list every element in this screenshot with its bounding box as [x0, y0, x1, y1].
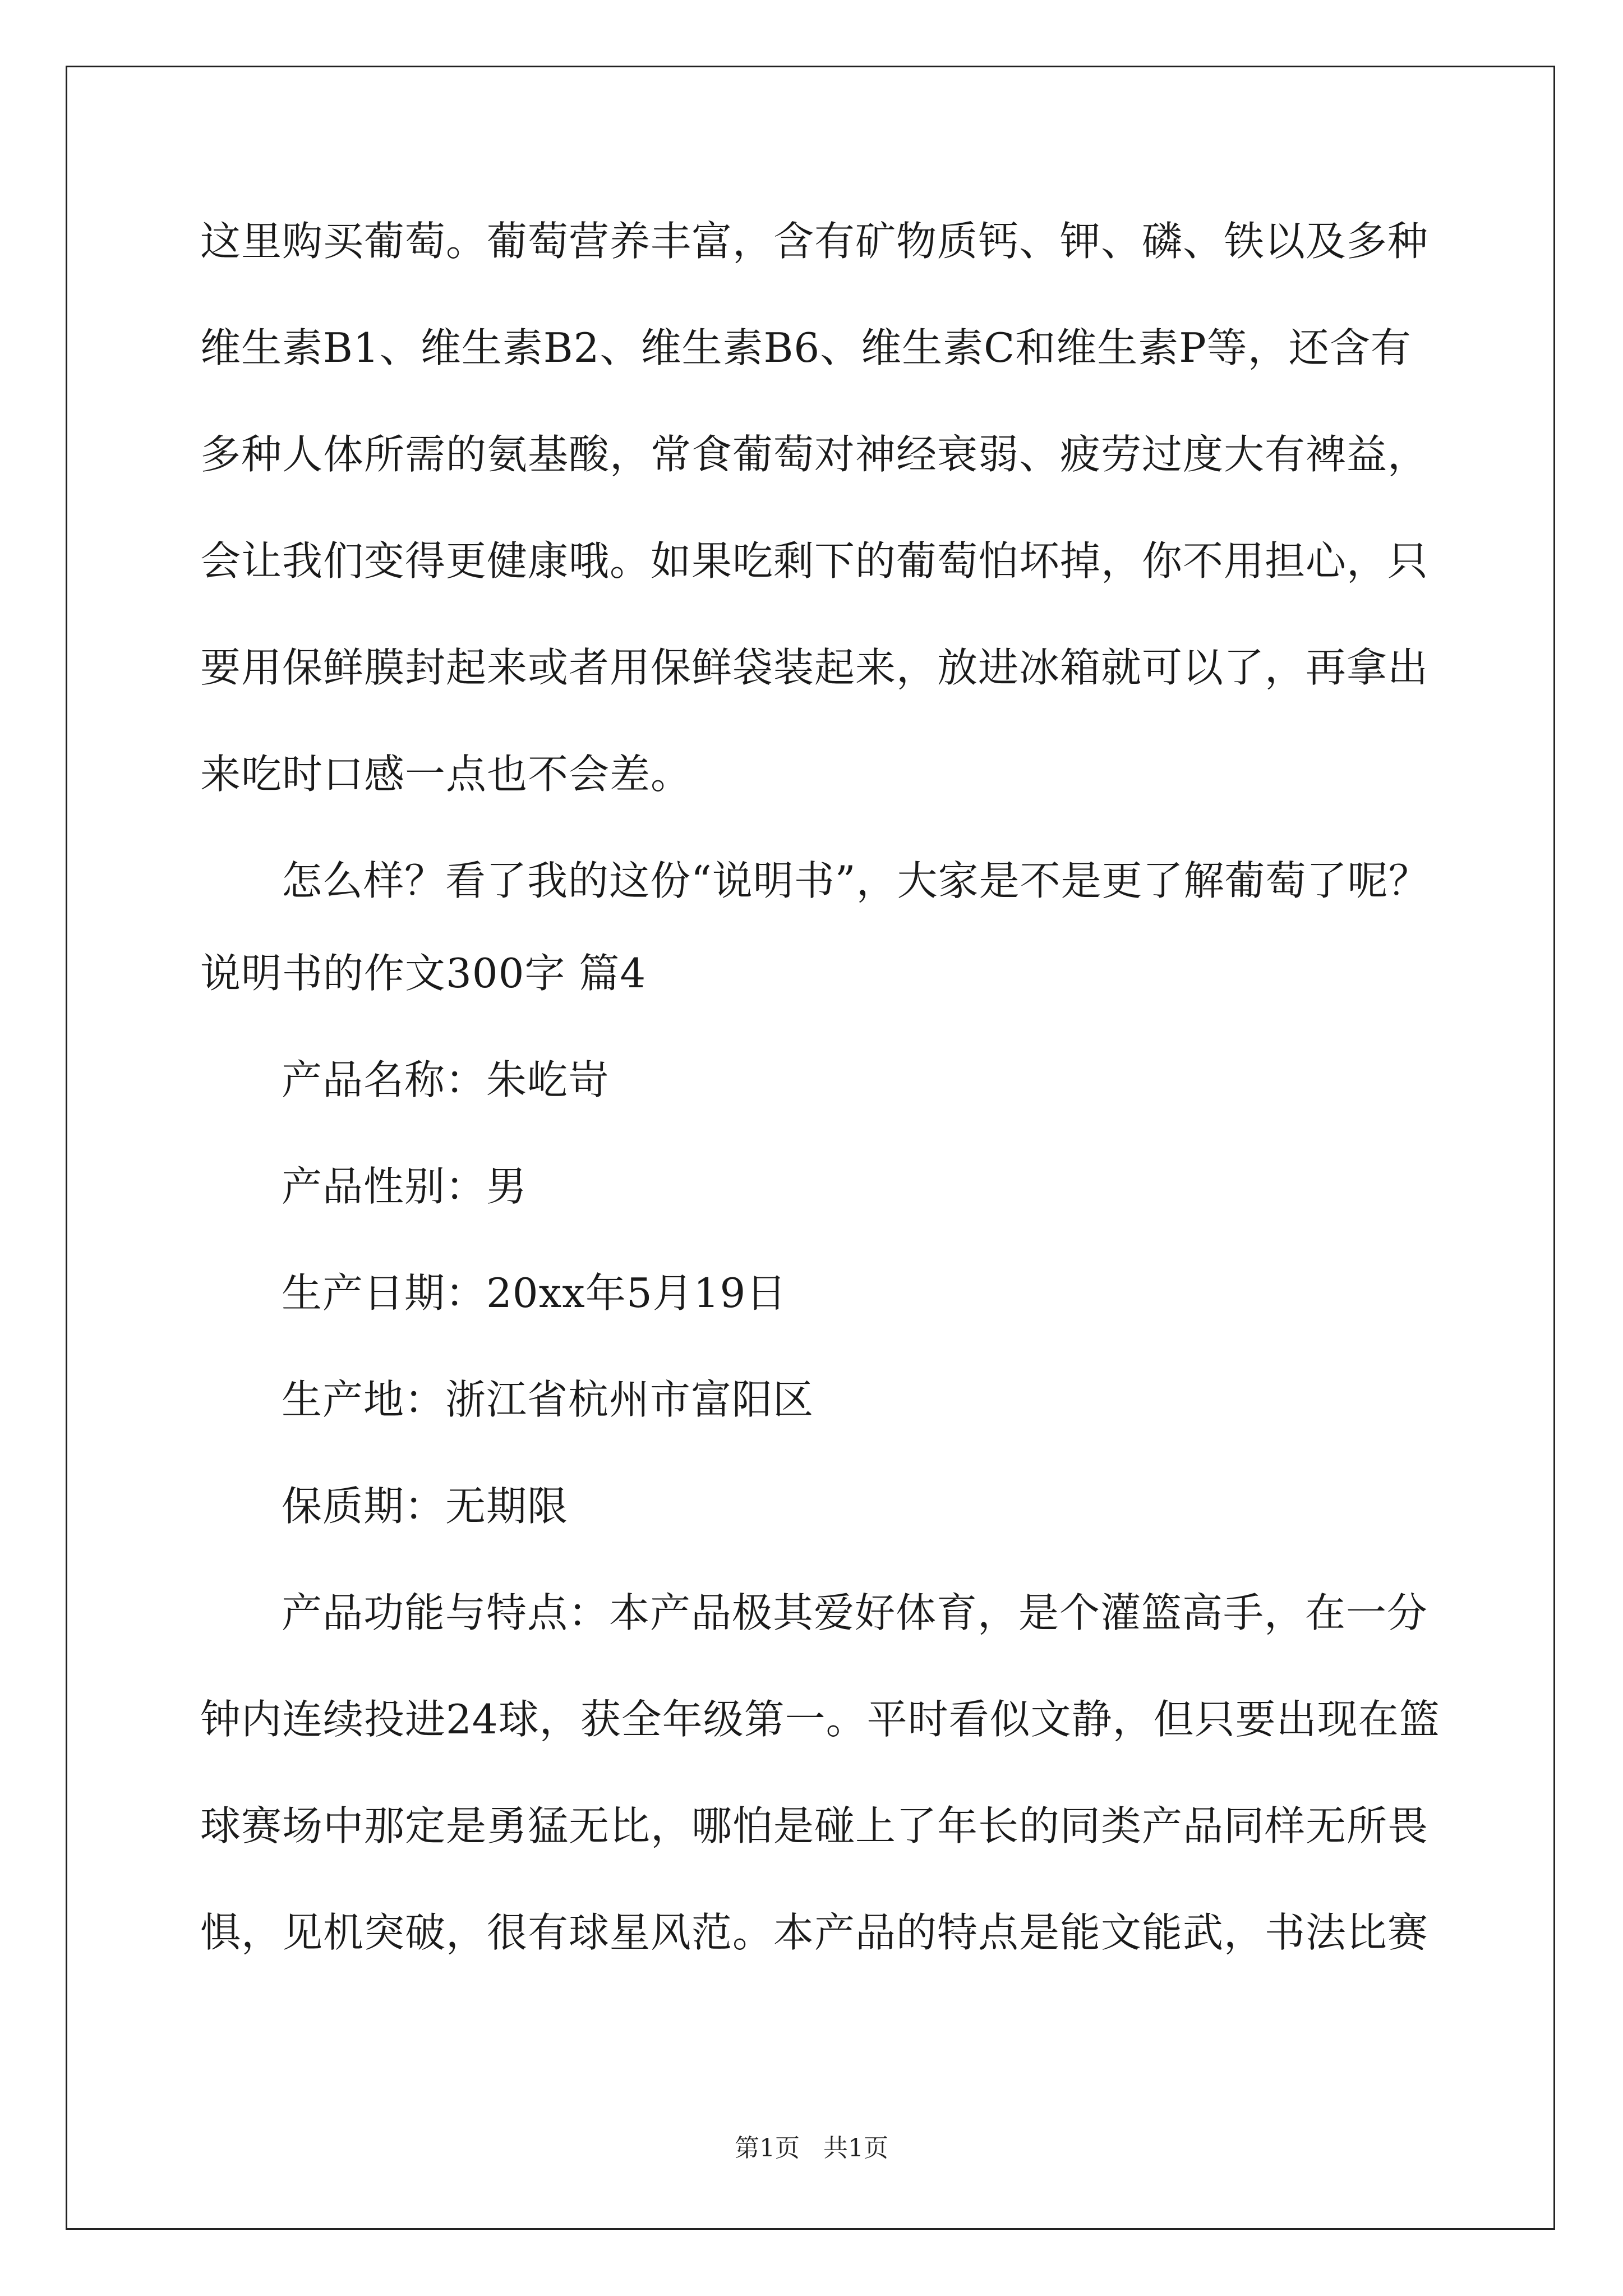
- production-date-line: 生产日期：20xx年5月19日: [282, 1269, 787, 1317]
- shelf-life-line: 保质期：无期限: [282, 1483, 569, 1530]
- text-line: 来吃时口感一点也不会差。: [200, 751, 692, 798]
- text-line: 球赛场中那定是勇猛无比，哪怕是碰上了年长的同类产品同样无所畏: [200, 1802, 1429, 1849]
- product-name-line: 产品名称：朱屹岢: [282, 1056, 610, 1103]
- text-line: 这里购买葡萄。葡萄营养丰富，含有矿物质钙、钾、磷、铁以及多种: [200, 218, 1429, 265]
- text-line: 要用保鲜膜封起来或者用保鲜袋装起来，放进冰箱就可以了，再拿出: [200, 644, 1429, 691]
- text-line: 惧，见机突破，很有球星风范。本产品的特点是能文能武，书法比赛: [200, 1909, 1429, 1956]
- section-heading: 说明书的作文300字 篇4: [200, 950, 647, 997]
- text-line: 钟内连续投进24球，获全年级第一。平时看似文静，但只要出现在篮: [200, 1696, 1440, 1743]
- text-line: 会让我们变得更健康哦。如果吃剩下的葡萄怕坏掉，你不用担心，只: [200, 537, 1429, 585]
- page-number-footer: 第1页 共1页: [735, 2134, 888, 2162]
- text-line: 多种人体所需的氨基酸，常食葡萄对神经衰弱、疲劳过度大有裨益，: [200, 431, 1429, 478]
- paragraph-text: 产品功能与特点：本产品极其爱好体育，是个灌篮高手，在一分: [282, 1589, 1428, 1636]
- production-place-line: 生产地：浙江省杭州市富阳区: [282, 1376, 814, 1423]
- paragraph-text: 怎么样？看了我的这份“说明书”，大家是不是更了解葡萄了呢？: [282, 857, 1430, 904]
- text-line: 维生素B1、维生素B2、维生素B6、维生素C和维生素P等，还含有: [200, 324, 1412, 371]
- product-gender-line: 产品性别：男: [282, 1163, 528, 1210]
